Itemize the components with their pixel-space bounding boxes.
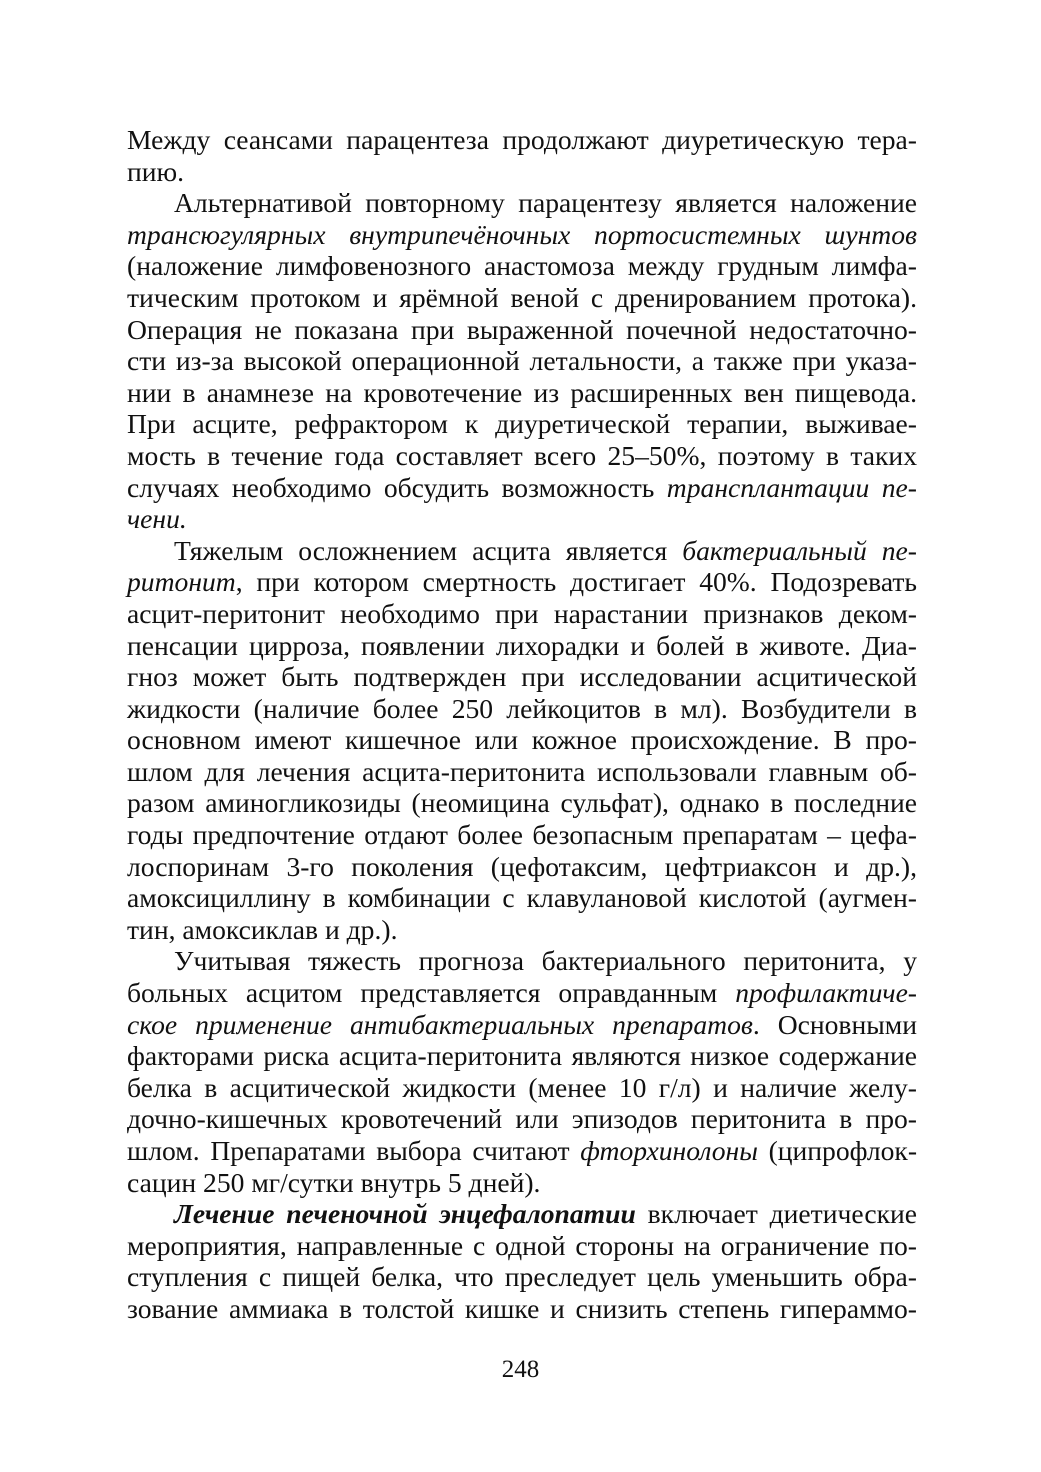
- text-line: [127, 693, 917, 725]
- line-text: шлом для лечения асцита-перитонита использовали главным об-: [127, 755, 917, 787]
- bold-italic-term: Лечение печеночной энцефалопатии: [174, 1198, 636, 1230]
- document-body: [127, 124, 917, 1325]
- text-line: [127, 724, 917, 756]
- text-line: [127, 630, 917, 662]
- italic-term: фторхинолоны: [580, 1135, 758, 1166]
- line-text: При асците, рефрактором к диуретической терапии, выживае-: [127, 408, 917, 440]
- line-text: гноз может быть подтвержден при исследовании асцитической: [127, 661, 917, 693]
- italic-term: ское применение антибактериальных препаратов: [127, 1008, 753, 1040]
- line-text: (наложение лимфовенозного анастомоза между грудным лимфа-: [127, 250, 917, 282]
- text-line: [127, 187, 917, 219]
- text-line: [127, 1230, 917, 1262]
- line-text: основном имеют кишечное или кожное происхождение. В про-: [127, 724, 917, 756]
- text-line: [127, 472, 917, 504]
- text-line: [127, 408, 917, 440]
- text-line: [127, 977, 917, 1009]
- line-text: мость в течение года составляет всего 25–50%, поэтому в таких: [127, 439, 917, 471]
- line-text: . Основными: [752, 1008, 917, 1040]
- italic-term: профилактиче-: [735, 977, 917, 1009]
- line-text: лоспоринам 3-го поколения (цефотаксим, цефтриаксон и др.),: [127, 850, 917, 882]
- line-text: пенсации цирроза, появлении лихорадки и болей в животе. Диа-: [127, 629, 917, 661]
- line-text: нии в анамнезе на кровотечение из расширенных вен пищевода.: [127, 376, 917, 408]
- text-line: [127, 503, 917, 535]
- text-line: [127, 1261, 917, 1293]
- line-text: разом аминогликозиды (неомицина сульфат), однако в последние: [127, 787, 917, 819]
- text-line: [127, 124, 917, 156]
- line-text: случаях необходимо обсудить возможность: [127, 471, 667, 503]
- text-line: [127, 661, 917, 693]
- line-text: сацин 250 мг/сутки внутрь 5 дней).: [127, 1166, 541, 1198]
- text-line: [127, 1167, 917, 1199]
- page-number: 248: [501, 1356, 540, 1383]
- italic-term: чени.: [127, 503, 187, 535]
- line-text: включает диетические: [635, 1198, 917, 1230]
- text-line: [127, 882, 917, 914]
- text-line: [127, 851, 917, 883]
- italic-term: ритонит: [127, 566, 236, 598]
- text-line: [127, 1293, 917, 1325]
- line-text: тин, амоксиклав и др.).: [127, 913, 398, 945]
- line-text: (ципрофлок-: [757, 1135, 918, 1166]
- text-line: [127, 1135, 917, 1167]
- line-text: Между сеансами парацентеза продолжают диуретическую тера-: [127, 124, 917, 155]
- line-text: мероприятия, направленные с одной стороны на ограничение по-: [127, 1229, 917, 1261]
- italic-term: трансплантации пе-: [666, 471, 917, 503]
- line-text: факторами риска асцита-перитонита являются низкое содержание: [127, 1040, 917, 1072]
- italic-term: трансюгулярных внутрипечёночных портосистемных шунтов: [127, 218, 917, 250]
- line-text: тическим протоком и ярёмной веной с дренированием протока).: [127, 281, 917, 313]
- line-text: Операция не показана при выраженной почечной недостаточно-: [127, 313, 917, 345]
- text-line: [127, 314, 917, 346]
- line-text: , при котором смертность достигает 40%. Подозревать: [235, 566, 917, 598]
- text-line: [127, 787, 917, 819]
- text-line: [127, 535, 917, 567]
- text-line: [127, 756, 917, 788]
- line-text: сти из-за высокой операционной летальности, а также при указа-: [127, 345, 917, 377]
- line-text: Альтернативой повторному парацентезу является наложение: [174, 187, 917, 219]
- text-line: [127, 566, 917, 598]
- italic-term: бактериальный пе-: [682, 534, 917, 566]
- text-line: [127, 598, 917, 630]
- text-line: [127, 282, 917, 314]
- text-line: [127, 440, 917, 472]
- line-text: годы предпочтение отдают более безопасным препаратам – цефа-: [127, 819, 917, 851]
- text-line: [127, 377, 917, 409]
- text-line: [127, 1198, 917, 1230]
- text-line: [127, 914, 917, 946]
- line-text: пию.: [127, 155, 185, 187]
- line-text: больных асцитом представляется оправданным: [127, 977, 736, 1009]
- text-line: [127, 250, 917, 282]
- text-line: [127, 819, 917, 851]
- line-text: Учитывая тяжесть прогноза бактериального перитонита, у: [174, 945, 917, 977]
- text-line: [127, 1009, 917, 1041]
- text-line: [127, 345, 917, 377]
- line-text: жидкости (наличие более 250 лейкоцитов в мл). Возбудители в: [127, 692, 917, 724]
- text-line: [127, 1072, 917, 1104]
- line-text: асцит-перитонит необходимо при нарастании признаков деком-: [127, 597, 917, 629]
- line-text: ступления с пищей белка, что преследует цель уменьшить обра-: [127, 1261, 917, 1293]
- text-line: [127, 1040, 917, 1072]
- line-text: зование аммиака в толстой кишке и снизить степень гипераммо-: [127, 1292, 917, 1324]
- line-text: амоксициллину в комбинации с клавулановой кислотой (аугмен-: [127, 882, 917, 914]
- line-text: белка в асцитической жидкости (менее 10 г/л) и наличие желу-: [127, 1071, 917, 1103]
- text-line: [127, 156, 917, 188]
- line-text: шлом. Препаратами выбора считают: [127, 1135, 581, 1166]
- text-line: [127, 945, 917, 977]
- line-text: дочно-кишечных кровотечений или эпизодов перитонита в про-: [127, 1103, 917, 1135]
- text-line: [127, 1103, 917, 1135]
- text-line: [127, 219, 917, 251]
- line-text: Тяжелым осложнением асцита является: [174, 534, 683, 566]
